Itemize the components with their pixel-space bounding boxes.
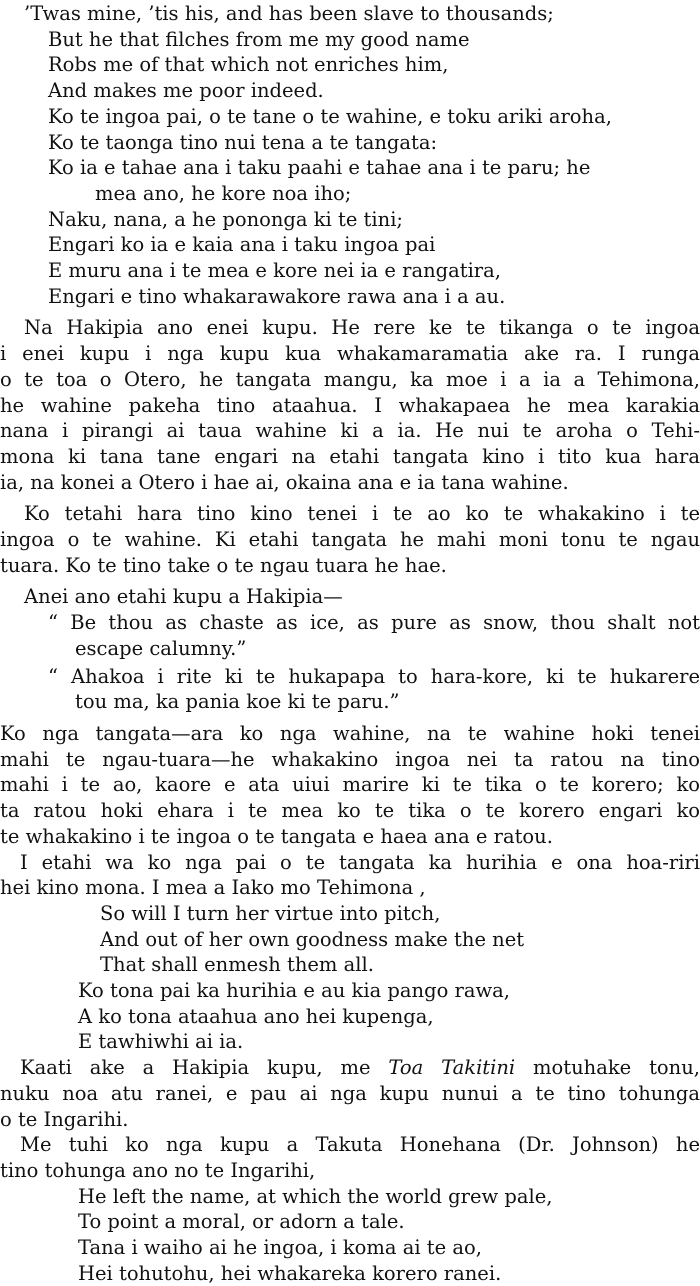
paragraph-line: mahi te ngau-tuara—he whakakino ingoa nei ta ratou na tino [0,747,700,771]
paragraph-line: Na Hakipia ano enei kupu. He rere ke te tikanga o te ingoa [24,316,700,340]
paragraph-line: te whakakino i te ingoa o te tangata e haea ana e ratou. [0,824,553,848]
poem-line: Ko tona pai ka hurihia e au kia pango rawa, [78,979,510,1003]
paragraph-johnson [0,1132,700,1183]
paragraph-line: mahi i te ao, kaore e ata uiui marire ki te tika o te korero; ko [0,773,700,797]
poem-line: Robs me of that which not enriches him, [48,53,449,77]
quote-line: escape calumny.” [75,636,247,660]
poem-line: mea ano, he kore noa iho; [95,181,352,205]
poem-iago-english [0,901,700,978]
paragraph-line: Me tuhi ko nga kupu a Takuta Honehana (Dr. Johnson) he [20,1133,700,1157]
text-run: Kaati ake a Hakipia kupu, me [20,1056,389,1080]
poem-line: And out of her own goodness make the net [100,927,525,951]
paragraph-line: hei kino mona. I mea a Iako mo Tehimona , [0,876,426,900]
poem-line: A ko tona ataahua ano hei kupenga, [78,1004,434,1028]
poem-shakespeare-name [0,1,700,309]
poem-iago-maori [0,978,700,1055]
paragraph-backbiting [0,721,700,850]
poem-line: Ko ia e tahae ana i taku paahi e tahae ana i te paru; he [48,156,591,180]
paragraph-quotes [0,584,700,715]
poem-line: Ko te ingoa pai, o te tane o te wahine, e toku ariki aroha, [48,104,612,128]
poem-line: He left the name, at which the world grew pale, [78,1184,553,1208]
quote-english [0,610,700,661]
paragraph-line: ia, na konei a Otero i hae ai, okaina ana e ia tana wahine. [0,470,569,494]
paragraph-line: ingoa o te wahine. Ki etahi tangata he mahi moni tonu te ngau [0,528,700,552]
poem-line: And makes me poor indeed. [48,79,324,103]
paragraph-line: o te toa o Otero, he tangata mangu, ka moe i a ia a Tehimona, [0,367,700,391]
quote-line: tou ma, ka pania koe ki te paru.” [75,690,400,714]
quote-maori [0,664,700,715]
paragraph-line: he wahine pakeha tino ataahua. I whakapaea he mea karakia [0,393,700,417]
poem-line: Engari ko ia e kaia ana i taku ingoa pai [48,233,436,257]
poem-line: Hei tohutohu, hei whakareka korero ranei. [78,1261,502,1285]
paragraph-line: Anei ano etahi kupu a Hakipia— [24,585,343,609]
paragraph-line: o te Ingarihi. [0,1107,129,1131]
poem-line: Engari e tino whakarawakore rawa ana i a au. [48,284,506,308]
paragraph-line [0,1055,700,1081]
paragraph-line: nana i pirangi ai taua wahine ki a ia. He nui te aroha o Tehi- [0,419,700,443]
paragraph-iago [0,850,700,901]
paragraph-line: Ko tetahi hara tino kino tenei i te ao ko te whakakino i te [24,502,700,526]
poem-line: E muru ana i te mea e kore nei ia e rangatira, [48,259,501,283]
paragraph-line: ta ratou hoki ehara i te mea ko te tika o te korero engari ko [0,799,700,823]
paragraph-line: tino tohunga ano no te Ingarihi, [0,1158,316,1182]
text-run: motuhake tonu, [515,1056,700,1080]
paragraph-line: i enei kupu i nga kupu kua whakamaramatia ake ra. I runga [0,342,700,366]
poem-johnson [0,1184,700,1286]
poem-line: So will I turn her virtue into pitch, [100,901,441,925]
paragraph-line: Ko nga tangata—ara ko nga wahine, na te wahine hoki tenei [0,721,700,745]
poem-line: But he that filches from me my good name [48,27,470,51]
paragraph-line: mona ki tana tane engari na etahi tangata kino i tito kua hara [0,444,700,468]
quote-line: “ Ahakoa i rite ki te hukapapa to hara-kore, ki te hukarere [48,664,700,688]
poem-line: E tawhiwhi ai ia. [78,1030,244,1054]
poem-line: Tana i waiho ai he ingoa, i koma ai te ao, [78,1236,482,1260]
paragraph-line: nuku noa atu ranei, e pau ai nga kupu nunui a te tino tohunga [0,1081,700,1105]
quote-line: “ Be thou as chaste as ice, as pure as snow, thou shalt not [48,611,700,635]
publication-title: Toa Takitini [388,1056,516,1080]
paragraph-slander [0,501,700,578]
paragraph-toa-takitini [0,1055,700,1132]
poem-line: Naku, nana, a he pononga ki te tini; [48,207,403,231]
poem-line: That shall enmesh them all. [100,953,374,977]
poem-line: Ko te taonga tino nui tena a te tangata: [48,130,438,154]
poem-line: To point a moral, or adorn a tale. [78,1210,405,1234]
paragraph-line: I etahi wa ko nga pai o te tangata ka hurihia e ona hoa-riri [20,850,700,874]
paragraph-otero [0,315,700,495]
poem-line: ’Twas mine, ’tis his, and has been slave to thousands; [24,2,554,25]
paragraph-line: tuara. Ko te tino take o te ngau tuara he hae. [0,553,447,577]
